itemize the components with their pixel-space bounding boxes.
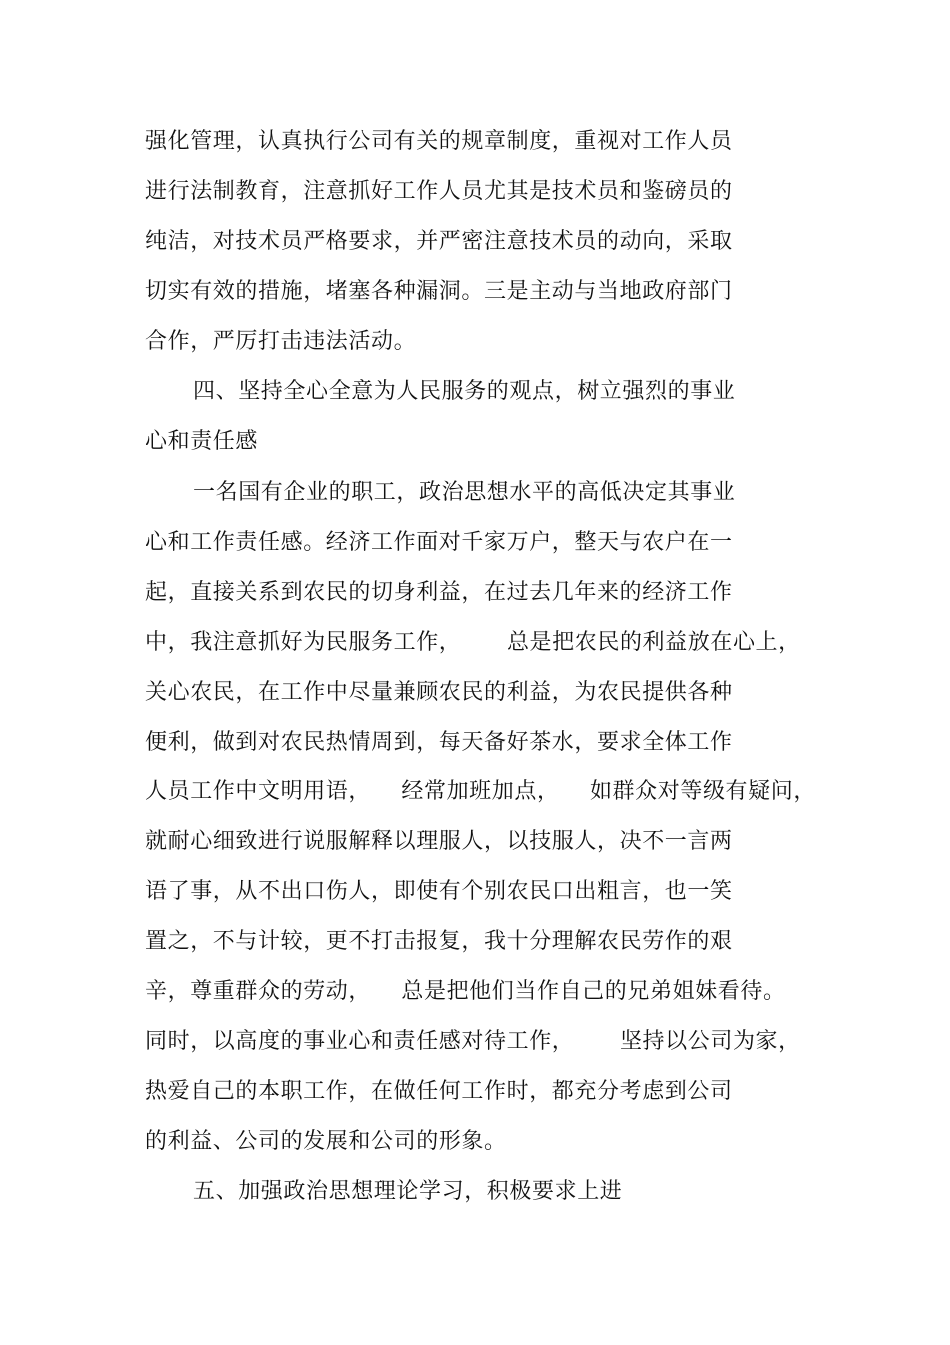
text-line-9: 心和工作责任感。经济工作面对千家万户，整天与农户在一 <box>145 530 733 555</box>
text-line-5: 合作，严厉打击违法活动。 <box>145 329 417 354</box>
text-line-4: 切实有效的措施，堵塞各种漏洞。三是主动与当地政府部门 <box>145 279 733 304</box>
text-line-13: 便利，做到对农民热情周到，每天备好茶水，要求全体工作 <box>145 730 733 755</box>
text-line-1: 强化管理，认真执行公司有关的规章制度，重视对工作人员 <box>145 129 733 154</box>
text-line-17: 置之，不与计较，更不打击报复，我十分理解农民劳作的艰 <box>145 929 733 954</box>
text-line-8: 一名国有企业的职工，政治思想水平的高低决定其事业 <box>193 480 736 505</box>
text-line-3: 纯洁，对技术员严格要求，并严密注意技术员的动向，采取 <box>145 229 733 254</box>
text-line-11: 中，我注意抓好为民服务工作， 总是把农民的利益放在心上， <box>145 630 801 655</box>
section-heading-5: 五、加强政治思想理论学习，积极要求上进 <box>193 1179 623 1204</box>
text-line-2: 进行法制教育，注意抓好工作人员尤其是技术员和鉴磅员的 <box>145 179 733 204</box>
text-line-15: 就耐心细致进行说服解释以理服人，以技服人，决不一言两 <box>145 829 733 854</box>
text-line-18: 辛，尊重群众的劳动， 总是把他们当作自己的兄弟姐妹看待。 <box>145 979 786 1004</box>
text-line-20: 热爱自己的本职工作，在做任何工作时，都充分考虑到公司 <box>145 1079 733 1104</box>
text-line-21: 的利益、公司的发展和公司的形象。 <box>145 1129 507 1154</box>
section-heading-4-continued: 心和责任感 <box>145 429 259 454</box>
text-line-19: 同时，以高度的事业心和责任感对待工作， 坚持以公司为家， <box>145 1029 801 1054</box>
text-line-12: 关心农民，在工作中尽量兼顾农民的利益，为农民提供各种 <box>145 680 733 705</box>
text-line-14: 人员工作中文明用语， 经常加班加点， 如群众对等级有疑问， <box>145 779 816 804</box>
text-line-10: 起，直接关系到农民的切身利益，在过去几年来的经济工作 <box>145 580 733 605</box>
section-heading-4: 四、坚持全心全意为人民服务的观点，树立强烈的事业 <box>193 379 736 404</box>
text-line-16: 语了事，从不出口伤人，即使有个别农民口出粗言，也一笑 <box>145 879 733 904</box>
